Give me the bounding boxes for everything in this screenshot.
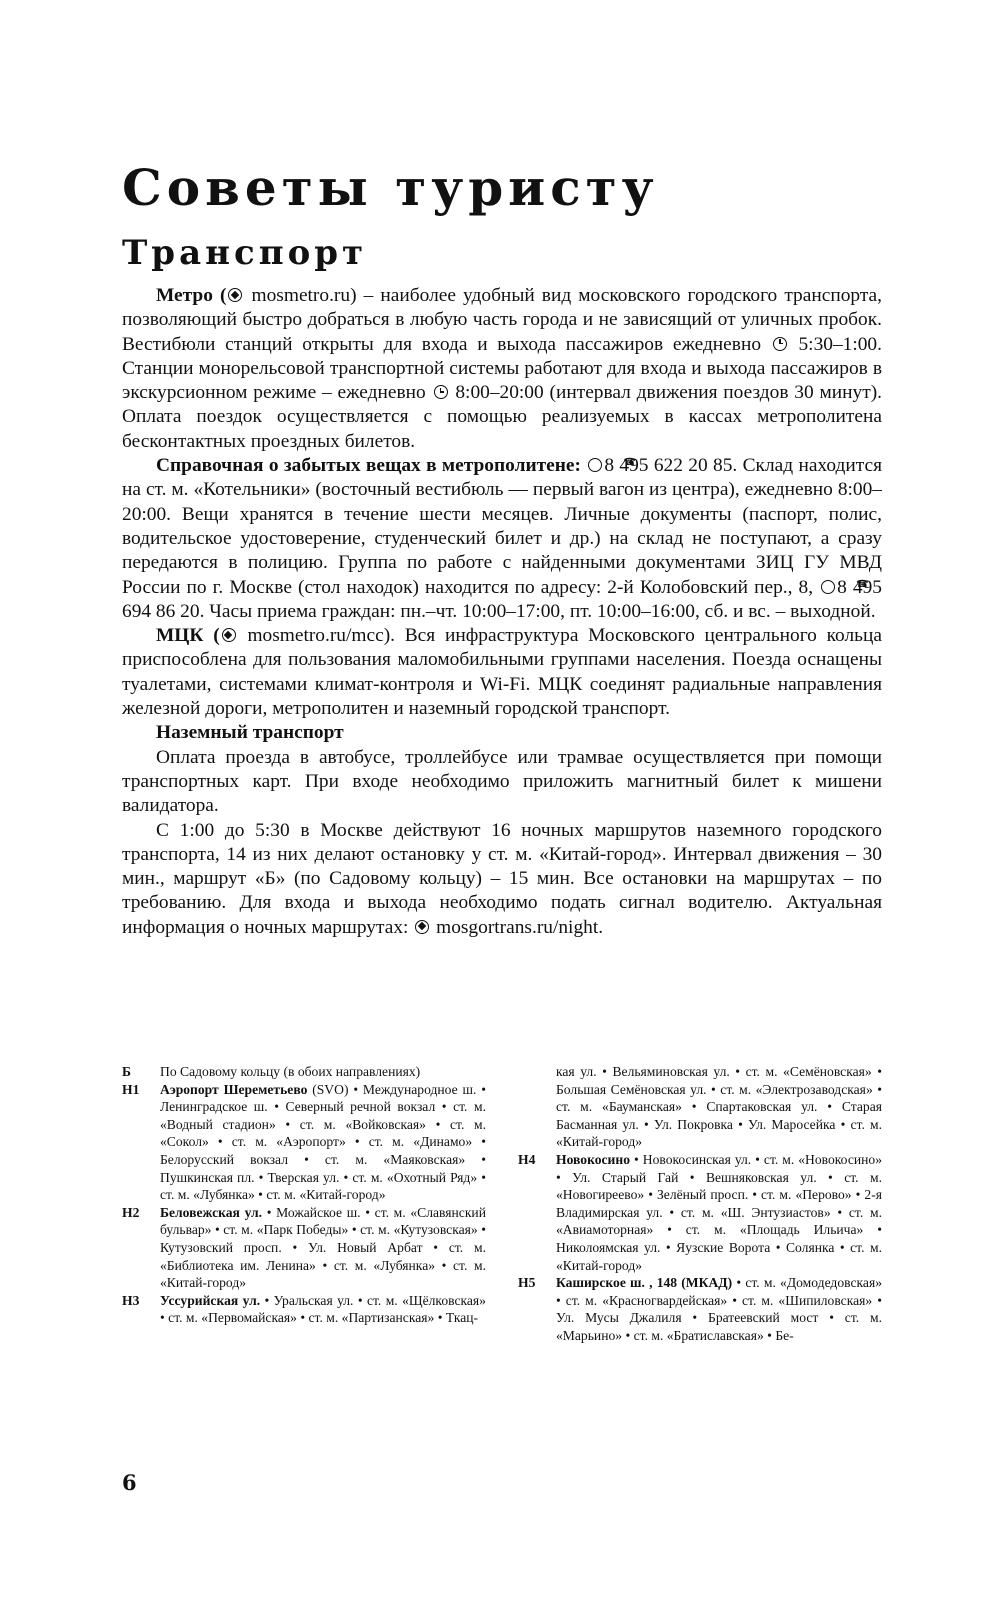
- route-entry: Н4 Новокосино • Новокосинская ул. • ст. м. «Новокосино» • Ул. Старый Гай • Вешняковская ул. • ст. м. «Новогиреево» • Зелёный просп. • ст. м. «Перово» • 2-я Владимирская ул. • ст. м. «Ш. Энтузиастов» • ст. м. «Авиамоторная» • ст. м. «Площадь Ильича» • Николоямская ул. • Яузские Ворота • Солянка • ст. м. «Китай-город»: [518, 1151, 882, 1273]
- website-icon: [415, 920, 429, 934]
- routes-column-left: [122, 1063, 486, 1327]
- mck-paragraph: МЦК ( mosmetro.ru/mcc). Вся инфраструктура Московского центрального кольца приспособлена для пользования маломобильными группами населения. Поезда оснащены туалетами, системами климат-контроля и Wi-Fi. МЦК соединят радиальные направления железной дороги, метрополитен и наземный городской транспорт.: [122, 625, 882, 720]
- ground-paragraph-2: С 1:00 до 5:30 в Москве действуют 16 ночных маршрутов наземного городского транспорта, 14 из них делают остановку у ст. м. «Китай-город». Интервал движения – 30 мин., маршрут «Б» (по Садовому кольцу) – 15 мин. Все остановки на маршрутах – по требованию. Для входа и выхода необходимо подать сигнал водителю. Актуальная информация о ночных маршрутах: mosgortrans.ru/night.: [122, 819, 882, 938]
- phone-icon: [821, 580, 835, 594]
- route-entry: Н2 Беловежская ул. • Можайское ш. • ст. м. «Славянский бульвар» • ст. м. «Парк Победы» • ст. м. «Кутузовская» • Кутузовский просп. • Ул. Новый Арбат • ст. м. «Библиотека им. Ленина» • ст. м. «Лубянка» • ст. м. «Китай-город»: [122, 1204, 486, 1291]
- page-title: Советы туристу: [122, 158, 659, 217]
- metro-paragraph: Метро ( mosmetro.ru) – наиболее удобный вид московского городского транспорта, позволяющий быстро добраться в любую часть города и не зависящий от уличных пробок. Вестибюли станций открыты для входа и выхода пассажиров ежедневно 5:30–1:00. Станции монорельсовой транспортной системы работают для входа и выхода пассажиров в экскурсионном режиме – ежедневно 8:00–20:00 (интервал движения поездов 30 минут). Оплата поездок осуществляется с помощью реализуемых в кассах метрополитена бесконтактных проездных билетов.: [122, 285, 883, 452]
- route-entry: Н1 Аэропорт Шереметьево (SVO) • Международное ш. • Ленинградское ш. • Северный речной вокзал • ст. м. «Водный стадион» • ст. м. «Войковская» • ст. м. «Сокол» • ст. м. «Аэропорт» • ст. м. «Динамо» • Белорусский вокзал • ст. м. «Маяковская» • Пушкинская пл. • Тверская ул. • ст. м. «Охотный Ряд» • ст. м. «Лубянка» • ст. м. «Китай-город»: [122, 1081, 486, 1203]
- section-title: Транспорт: [122, 233, 368, 273]
- ground-heading: Наземный транспорт: [156, 722, 344, 744]
- mck-site: mosmetro.ru/mcc: [247, 625, 384, 647]
- route-entry: кая ул. • Вельяминовская ул. • ст. м. «Семёновская» • Большая Семёновская ул. • ст. м. «Электрозаводская» • ст. м. «Бауманская» • Спартаковская ул. • Старая Басманная ул. • Ул. Покровка • Ул. Маросейка • ст. м. «Китай-город»: [556, 1064, 882, 1150]
- route-entry: Н5 Каширское ш. , 148 (МКАД) • ст. м. «Домодедовская» • ст. м. «Красногвардейская» • ст. м. «Шипиловская» • Ул. Мусы Джалиля • Братеевский мост • ст. м. «Марьино» • ст. м. «Братиславская» • Бе-: [518, 1275, 882, 1343]
- ground-paragraph-1: Оплата проезда в автобусе, троллейбусе или трамвае осуществляется при помощи транспортных карт. При входе необходимо приложить магнитный билет к мишени валидатора.: [122, 746, 882, 817]
- phone-icon: [588, 458, 602, 472]
- routes-column-right: [518, 1063, 882, 1345]
- metro-hours: 5:30–1:00: [798, 333, 878, 355]
- lost-items-phone: 8 495 622 20 85: [604, 455, 733, 477]
- lost-items-paragraph: Справочная о забытых вещах в метрополитене: ☎ 8 495 622 20 85. Склад находится на ст. м. «Котельники» (восточный вестибюль — первый вагон из центра), ежедневно 8:00–20:00. Вещи хранятся в течение шести месяцев. Личные документы (паспорт, полис, водительское удостоверение, студенческий билет и др.) на склад не поступают, а сразу передаются в полицию. Группа по работе с найденными документами ЗИЦ ГУ МВД России по г. Москве (стол находок) находится по адресу: 2-й Колобовский пер., 8, ☎8 495 694 86 20. Часы приема граждан: пн.–чт. 10:00–17:00, пт. 10:00–16:00, сб. и вс. – выходной.: [122, 454, 882, 624]
- website-icon: [228, 288, 242, 302]
- page-number: 6: [122, 1470, 137, 1495]
- mck-label: МЦК (: [156, 625, 220, 647]
- website-icon: [222, 628, 236, 642]
- metro-label: Метро (: [156, 285, 227, 306]
- metro-site: mosmetro.ru: [251, 285, 351, 306]
- clock-icon: [434, 385, 448, 399]
- lost-office-phone: 8 495 694 86 20: [122, 576, 882, 622]
- route-entry: Н3 Уссурийская ул. • Уральская ул. • ст. м. «Щёлковская» • ст. м. «Первомайская» • ст. м. «Партизанская» • Ткац-: [122, 1292, 486, 1326]
- route-entry: Б По Садовому кольцу (в обоих направлениях): [122, 1064, 421, 1079]
- clock-icon: [773, 337, 787, 351]
- night-routes-site: mosgortrans.ru/night: [436, 916, 599, 938]
- monorail-hours: 8:00–20:00: [455, 382, 544, 404]
- main-text: [122, 284, 882, 940]
- lost-items-label: Справочная о забытых вещах в метрополитене:: [156, 455, 581, 477]
